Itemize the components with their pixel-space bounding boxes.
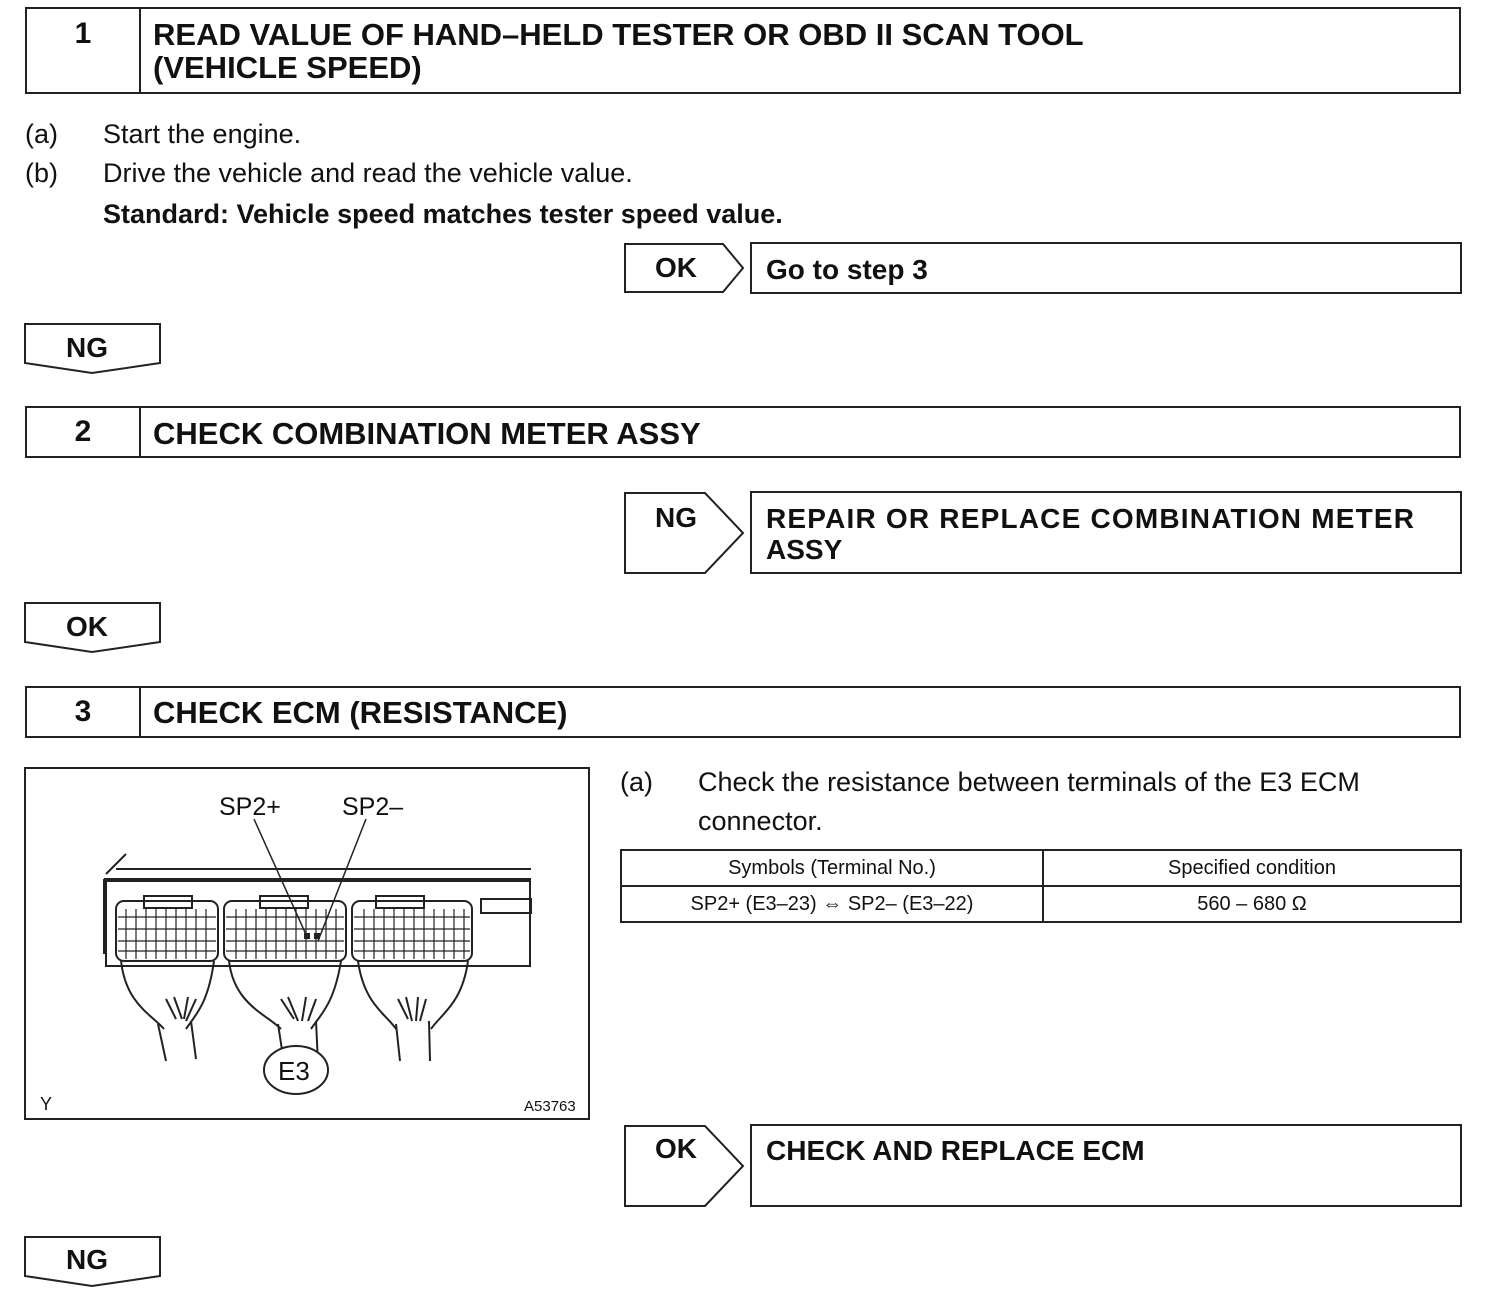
item-label: (a)	[620, 767, 653, 797]
step-title: CHECK COMBINATION METER ASSY	[153, 416, 701, 451]
item-text-line1: Check the resistance between terminals of the E3 ECM	[698, 767, 1360, 797]
table-header: Specified condition	[1043, 850, 1461, 886]
item-text-line2: connector.	[698, 806, 823, 836]
connector-label: E3	[278, 1056, 310, 1086]
corner-label: Y	[40, 1094, 53, 1114]
step-number: 2	[27, 408, 141, 456]
ok-label: OK	[66, 611, 108, 642]
table-cell: SP2+ (E3–23) ⇔ SP2– (E3–22)	[621, 886, 1043, 922]
table-cell: 560 – 680 Ω	[1043, 886, 1461, 922]
result-box	[750, 491, 1462, 574]
figure-id: A53763	[524, 1098, 576, 1115]
result-text: Go to step 3	[766, 254, 928, 285]
step-number: 1	[27, 9, 141, 92]
ng-label: NG	[66, 332, 108, 363]
connector-diagram	[24, 767, 590, 1120]
result-text-line2: ASSY	[766, 534, 843, 565]
ng-label: NG	[66, 1244, 108, 1275]
step-1-header	[25, 7, 1461, 94]
ng-label: NG	[655, 502, 697, 533]
list-item	[620, 767, 1462, 847]
step-3-header	[25, 686, 1461, 738]
result-box	[750, 1124, 1462, 1207]
item-label: (b)	[25, 158, 58, 188]
table-row	[621, 886, 1461, 922]
step-title-line2: (VEHICLE SPEED)	[153, 50, 422, 85]
result-text-line1: REPAIR OR REPLACE COMBINATION METER	[766, 503, 1416, 534]
step-number: 3	[27, 688, 141, 736]
spec-table	[620, 849, 1462, 923]
sp2-plus-label: SP2+	[219, 793, 281, 821]
item-label: (a)	[25, 119, 58, 149]
standard-text: Standard: Vehicle speed matches tester speed value.	[103, 199, 783, 229]
ok-label: OK	[655, 252, 697, 283]
table-header: Symbols (Terminal No.)	[621, 850, 1043, 886]
table-header-row	[621, 850, 1461, 886]
result-text: CHECK AND REPLACE ECM	[766, 1135, 1145, 1166]
step-title-line1: READ VALUE OF HAND–HELD TESTER OR OBD II SCAN TOOL	[153, 17, 1084, 52]
list-item	[25, 119, 925, 151]
ok-label: OK	[655, 1133, 697, 1164]
step-2-header	[25, 406, 1461, 458]
result-box	[750, 242, 1462, 294]
sp2-minus-label: SP2–	[342, 793, 404, 821]
item-text: Drive the vehicle and read the vehicle value.	[103, 158, 633, 188]
step-title: CHECK ECM (RESISTANCE)	[153, 695, 568, 730]
list-item	[25, 158, 925, 190]
item-text: Start the engine.	[103, 119, 302, 149]
